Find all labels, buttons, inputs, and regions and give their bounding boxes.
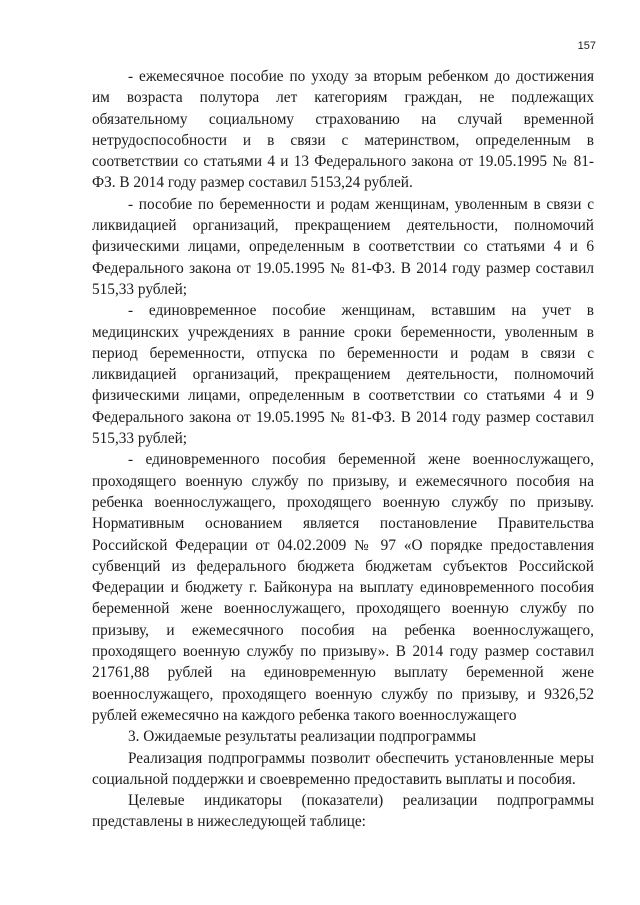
document-body (92, 66, 594, 833)
paragraph-monthly-allowance: - ежемесячное пособие по уходу за вторым ребенком до достижения им возраста полутора лет категориям граждан, не подлежащих обязательному социальному страхованию на случай временной нетрудоспособности и в связи с материнством, определенным в соответствии со статьями 4 и 13 Федерального закона от 19.05.1995 № 81-ФЗ. В 2014 году размер составил 5153,24 рублей. (92, 68, 594, 192)
page-number: 157 (577, 40, 596, 52)
section-heading: 3. Ожидаемые результаты реализации подпрограммы (128, 728, 477, 746)
paragraph-implementation: Реализация подпрограммы позволит обеспечить установленные меры социальной поддержки и своевременно предоставить выплаты и пособия. (92, 749, 594, 788)
paragraph-conscript-wife-allowance: - единовременного пособия беременной жене военнослужащего, проходящего военную службу по призыву, и ежемесячного пособия на ребенка военнослужащего, проходящего военную службу по призыву. Нормативным основанием является постановление Правительства Российской Федерации от 04.02.2009 № 97 «О порядке предоставления субвенций из федерального бюджета бюджетам субъектов Российской Федерации и бюджету г. Байконура на выплату единовременного пособия беременной жене военнослужащего, проходящего военную службу по призыву, и ежемесячного пособия на ребенка военнослужащего, проходящего военную службу по призыву». В 2014 году размер составил 21761,88 рублей на единовременную выплату беременной жене военнослужащего, проходящего военную службу по призыву, и 9326,52 рублей ежемесячно на каждого ребенка такого военнослужащего (92, 451, 594, 724)
paragraph-maternity-allowance: - пособие по беременности и родам женщинам, уволенным в связи с ликвидацией организаций, прекращением деятельности, полномочий физическими лицами, определенным в соответствии со статьями 4 и 6 Федерального закона от 19.05.1995 № 81-ФЗ. В 2014 году размер составил 515,33 рублей; (92, 195, 594, 298)
paragraph-target-indicators: Целевые индикаторы (показатели) реализации подпрограммы представлены в нижеследующей таблице: (92, 792, 594, 831)
paragraph-early-registration-allowance: - единовременное пособие женщинам, вставшим на учет в медицинских учреждениях в ранние сроки беременности, уволенным в период беременности, отпуска по беременности и родам в связи с ликвидацией организаций, прекращением деятельности, полномочий физическими лицами, определенным в соответствии со статьями 4 и 9 Федерального закона от 19.05.1995 № 81-ФЗ. В 2014 году размер составил 515,33 рублей; (92, 302, 594, 448)
